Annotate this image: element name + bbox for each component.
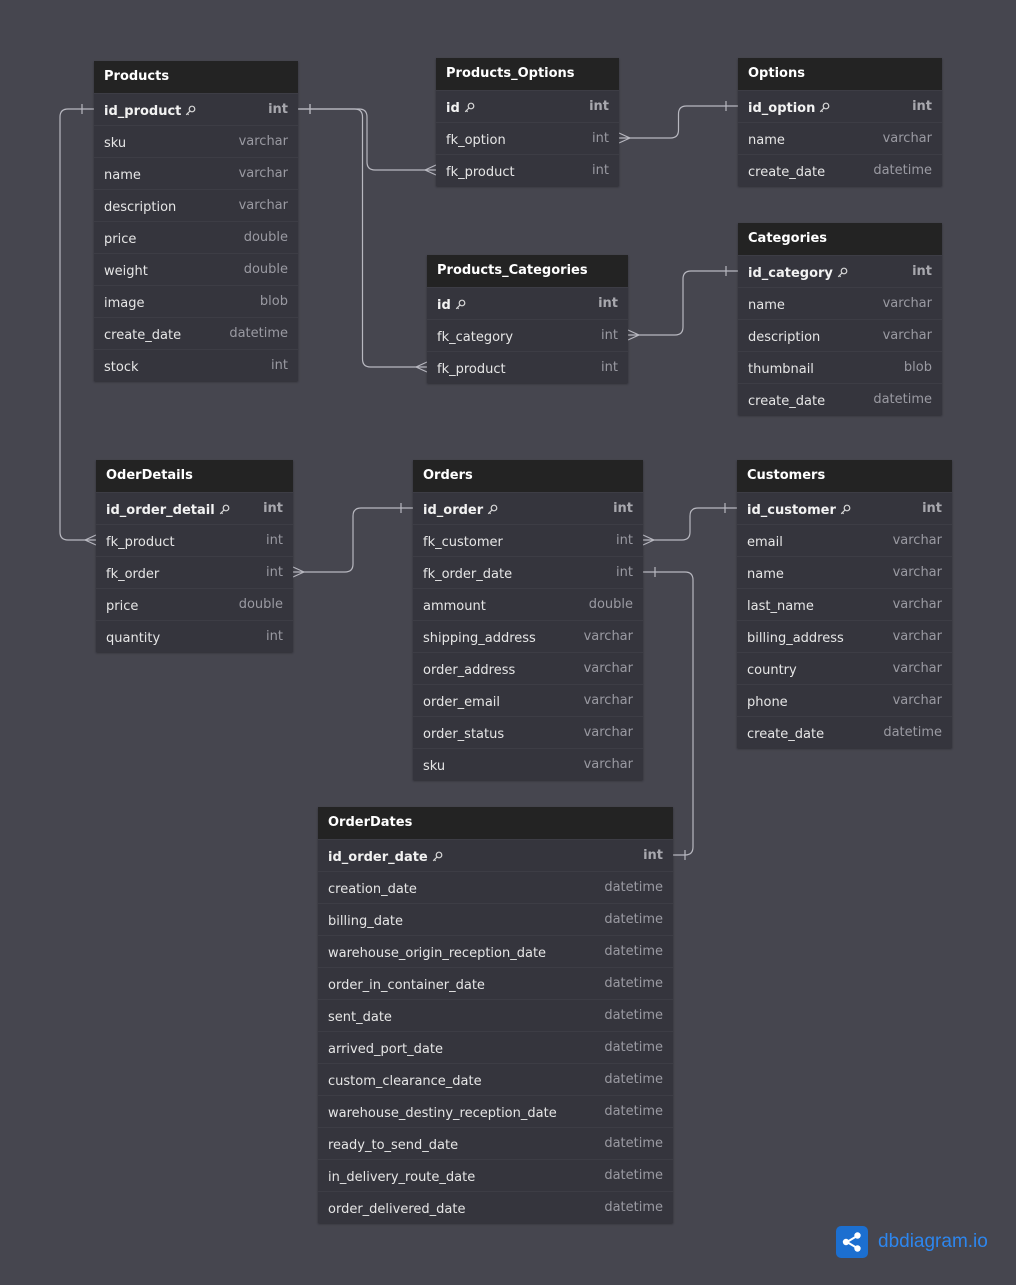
field-row[interactable] xyxy=(737,556,952,588)
field-name-cell xyxy=(423,557,512,588)
field-name-cell xyxy=(748,352,814,383)
field-type: varchar xyxy=(882,296,932,311)
table-products-options[interactable] xyxy=(436,58,619,186)
primary-key-field[interactable] xyxy=(737,492,952,524)
field-row[interactable] xyxy=(413,716,643,748)
field-type: int xyxy=(601,360,618,375)
key-icon xyxy=(451,294,466,313)
field-name: warehouse_destiny_reception_date xyxy=(328,1106,557,1121)
field-name-cell xyxy=(423,717,504,748)
field-row[interactable] xyxy=(318,903,673,935)
field-name-cell xyxy=(328,1000,392,1031)
field-type: int xyxy=(613,501,633,516)
table-products-categories[interactable] xyxy=(427,255,628,383)
field-name-cell xyxy=(328,1064,482,1095)
table-orderdates[interactable] xyxy=(318,807,673,1223)
field-row[interactable] xyxy=(427,351,628,383)
field-row[interactable] xyxy=(318,935,673,967)
field-row[interactable] xyxy=(738,319,942,351)
field-row[interactable] xyxy=(96,524,293,556)
field-type: datetime xyxy=(873,163,932,178)
table-customers[interactable] xyxy=(737,460,952,748)
field-name: name xyxy=(748,133,785,148)
field-row[interactable] xyxy=(738,287,942,319)
field-name-cell xyxy=(748,155,825,186)
field-type: varchar xyxy=(882,328,932,343)
field-row[interactable] xyxy=(413,620,643,652)
table-options[interactable] xyxy=(738,58,942,186)
field-type: int xyxy=(643,848,663,863)
field-name-cell xyxy=(106,557,159,588)
field-name-cell xyxy=(437,320,513,351)
field-type: int xyxy=(912,264,932,279)
field-name: stock xyxy=(104,360,139,375)
field-type: double xyxy=(243,262,288,277)
field-row[interactable] xyxy=(94,253,298,285)
field-name-cell xyxy=(328,1192,465,1223)
field-type: varchar xyxy=(892,693,942,708)
key-icon xyxy=(215,499,230,518)
key-icon xyxy=(428,846,443,865)
field-type: datetime xyxy=(883,725,942,740)
field-type: int xyxy=(266,629,283,644)
field-name-cell xyxy=(748,256,848,287)
field-name-cell xyxy=(104,158,141,189)
field-type: int xyxy=(616,565,633,580)
field-row[interactable] xyxy=(737,716,952,748)
field-type: varchar xyxy=(892,597,942,612)
field-row[interactable] xyxy=(738,122,942,154)
field-name-cell xyxy=(423,653,515,684)
field-name: sku xyxy=(104,136,127,151)
field-row[interactable] xyxy=(436,122,619,154)
field-type: varchar xyxy=(238,134,288,149)
field-row[interactable] xyxy=(318,1031,673,1063)
field-name: name xyxy=(748,298,785,313)
field-name-cell xyxy=(328,1096,557,1127)
field-row[interactable] xyxy=(737,524,952,556)
field-row[interactable] xyxy=(318,1095,673,1127)
field-name: id_product xyxy=(104,104,182,119)
field-name-cell xyxy=(423,589,486,620)
table-orders[interactable] xyxy=(413,460,643,780)
field-row[interactable] xyxy=(94,285,298,317)
field-type: varchar xyxy=(583,661,633,676)
field-type: datetime xyxy=(604,976,663,991)
field-type: int xyxy=(922,501,942,516)
relationship-connector[interactable] xyxy=(60,104,96,545)
field-name: id_order xyxy=(423,503,484,518)
field-row[interactable] xyxy=(94,189,298,221)
field-name: fk_customer xyxy=(423,535,503,550)
relationship-connector[interactable] xyxy=(298,104,436,175)
primary-key-field[interactable] xyxy=(318,839,673,871)
field-row[interactable] xyxy=(737,588,952,620)
table-title[interactable]: Products_Categories xyxy=(427,255,628,287)
field-name-cell xyxy=(106,493,230,524)
field-name-cell xyxy=(748,91,830,122)
field-name-cell xyxy=(423,525,503,556)
field-row[interactable] xyxy=(738,383,942,415)
field-name-cell xyxy=(423,749,445,780)
field-name: billing_date xyxy=(328,914,404,929)
primary-key-field[interactable] xyxy=(427,287,628,319)
field-row[interactable] xyxy=(318,1127,673,1159)
field-row[interactable] xyxy=(94,317,298,349)
field-name: weight xyxy=(104,264,148,279)
field-row[interactable] xyxy=(318,871,673,903)
field-name: fk_order xyxy=(106,567,160,582)
dbdiagram-branding[interactable] xyxy=(836,1226,988,1258)
field-row[interactable] xyxy=(738,154,942,186)
primary-key-field[interactable] xyxy=(96,492,293,524)
field-name: id_order_date xyxy=(328,850,428,865)
field-name-cell xyxy=(748,384,825,415)
field-type: datetime xyxy=(604,912,663,927)
field-row[interactable] xyxy=(94,349,298,381)
table-title[interactable]: Products xyxy=(94,61,298,93)
field-type: datetime xyxy=(873,392,932,407)
key-icon xyxy=(815,97,830,116)
field-name-cell xyxy=(437,352,506,383)
key-icon xyxy=(483,499,498,518)
relationship-connector[interactable] xyxy=(619,101,738,143)
field-type: int xyxy=(601,328,618,343)
field-name-cell xyxy=(104,126,126,157)
field-row[interactable] xyxy=(318,1159,673,1191)
field-name-cell xyxy=(328,1128,458,1159)
field-type: int xyxy=(266,565,283,580)
field-name-cell xyxy=(104,222,136,253)
field-name-cell xyxy=(328,1160,475,1191)
field-type: int xyxy=(263,501,283,516)
field-row[interactable] xyxy=(413,524,643,556)
field-type: varchar xyxy=(892,629,942,644)
field-row[interactable] xyxy=(318,999,673,1031)
field-name-cell xyxy=(446,155,515,186)
field-name: order_email xyxy=(423,695,501,710)
key-icon xyxy=(460,97,475,116)
field-name-cell xyxy=(104,350,139,381)
field-name-cell xyxy=(423,493,498,524)
field-type: datetime xyxy=(604,1136,663,1151)
field-name: order_status xyxy=(423,727,505,742)
field-name: quantity xyxy=(106,631,161,646)
table-title[interactable]: Options xyxy=(738,58,942,90)
table-products[interactable] xyxy=(94,61,298,381)
field-name: price xyxy=(104,232,137,247)
field-name: order_in_container_date xyxy=(328,978,485,993)
field-type: blob xyxy=(259,294,288,309)
field-row[interactable] xyxy=(737,652,952,684)
field-type: int xyxy=(912,99,932,114)
field-type: datetime xyxy=(229,326,288,341)
field-row[interactable] xyxy=(436,154,619,186)
field-name-cell xyxy=(748,123,785,154)
field-type: varchar xyxy=(238,166,288,181)
field-type: int xyxy=(592,163,609,178)
field-name: in_delivery_route_date xyxy=(328,1170,476,1185)
field-name-cell xyxy=(104,190,176,221)
field-type: varchar xyxy=(892,565,942,580)
field-row[interactable] xyxy=(94,125,298,157)
field-row[interactable] xyxy=(737,620,952,652)
field-name: fk_product xyxy=(437,362,506,377)
field-name: sent_date xyxy=(328,1010,392,1025)
field-type: varchar xyxy=(583,725,633,740)
field-row[interactable] xyxy=(96,588,293,620)
primary-key-field[interactable] xyxy=(413,492,643,524)
field-name-cell xyxy=(446,91,475,122)
field-type: varchar xyxy=(583,757,633,772)
field-name: creation_date xyxy=(328,882,417,897)
table-title[interactable]: Orders xyxy=(413,460,643,492)
field-type: datetime xyxy=(604,1072,663,1087)
key-icon xyxy=(181,100,196,119)
field-type: blob xyxy=(903,360,932,375)
field-name: name xyxy=(747,567,784,582)
field-name-cell xyxy=(328,968,485,999)
field-row[interactable] xyxy=(427,319,628,351)
field-row[interactable] xyxy=(94,221,298,253)
field-name: order_address xyxy=(423,663,516,678)
field-row[interactable] xyxy=(94,157,298,189)
field-name-cell xyxy=(747,589,814,620)
field-name: ammount xyxy=(423,599,486,614)
field-name: price xyxy=(106,599,139,614)
relationship-connector[interactable] xyxy=(628,266,738,340)
field-name: arrived_port_date xyxy=(328,1042,443,1057)
field-name-cell xyxy=(747,685,788,716)
field-name-cell xyxy=(104,286,145,317)
field-name: country xyxy=(747,663,797,678)
field-row[interactable] xyxy=(413,556,643,588)
field-name: custom_clearance_date xyxy=(328,1074,482,1089)
field-name-cell xyxy=(104,254,148,285)
field-name: fk_option xyxy=(446,133,506,148)
field-name-cell xyxy=(328,904,403,935)
field-name-cell xyxy=(748,288,785,319)
field-name-cell xyxy=(104,318,181,349)
field-type: double xyxy=(243,230,288,245)
field-row[interactable] xyxy=(96,620,293,652)
field-name: warehouse_origin_reception_date xyxy=(328,946,547,961)
field-type: datetime xyxy=(604,1104,663,1119)
table-title[interactable]: OderDetails xyxy=(96,460,293,492)
key-icon xyxy=(836,499,851,518)
primary-key-field[interactable] xyxy=(94,93,298,125)
field-name: order_delivered_date xyxy=(328,1202,466,1217)
table-categories[interactable] xyxy=(738,223,942,415)
field-name-cell xyxy=(328,840,443,871)
field-row[interactable] xyxy=(413,588,643,620)
field-name: create_date xyxy=(748,394,826,409)
field-name-cell xyxy=(423,621,536,652)
field-type: varchar xyxy=(238,198,288,213)
field-row[interactable] xyxy=(318,967,673,999)
field-name: fk_product xyxy=(106,535,175,550)
field-row[interactable] xyxy=(318,1191,673,1223)
field-name-cell xyxy=(446,123,506,154)
key-icon xyxy=(833,262,848,281)
field-type: varchar xyxy=(583,693,633,708)
field-name-cell xyxy=(747,557,784,588)
field-type: varchar xyxy=(882,131,932,146)
primary-key-field[interactable] xyxy=(738,255,942,287)
field-type: datetime xyxy=(604,1200,663,1215)
field-name: fk_product xyxy=(446,165,515,180)
field-row[interactable] xyxy=(413,684,643,716)
field-name-cell xyxy=(106,621,160,652)
field-type: datetime xyxy=(604,944,663,959)
field-type: datetime xyxy=(604,1168,663,1183)
field-name: id_option xyxy=(748,101,816,116)
field-name: id_category xyxy=(748,266,833,281)
table-title[interactable]: Customers xyxy=(737,460,952,492)
field-name: image xyxy=(104,296,145,311)
field-name-cell xyxy=(748,320,820,351)
field-name-cell xyxy=(328,872,417,903)
field-name: last_name xyxy=(747,599,814,614)
field-type: datetime xyxy=(604,1008,663,1023)
field-row[interactable] xyxy=(413,748,643,780)
field-name: create_date xyxy=(748,165,826,180)
field-type: int xyxy=(589,99,609,114)
field-name: phone xyxy=(747,695,788,710)
field-name-cell xyxy=(437,288,466,319)
field-type: int xyxy=(598,296,618,311)
primary-key-field[interactable] xyxy=(738,90,942,122)
field-type: datetime xyxy=(604,880,663,895)
table-title[interactable]: Products_Options xyxy=(436,58,619,90)
field-name: create_date xyxy=(747,727,825,742)
field-name-cell xyxy=(747,653,797,684)
field-name-cell xyxy=(747,493,851,524)
table-oderdetails[interactable] xyxy=(96,460,293,652)
primary-key-field[interactable] xyxy=(436,90,619,122)
table-title[interactable]: Categories xyxy=(738,223,942,255)
field-name: email xyxy=(747,535,783,550)
field-name-cell xyxy=(104,94,196,125)
field-type: int xyxy=(266,533,283,548)
field-name: fk_order_date xyxy=(423,567,513,582)
relationship-connector[interactable] xyxy=(643,503,737,545)
field-row[interactable] xyxy=(737,684,952,716)
field-name: description xyxy=(748,330,821,345)
field-type: varchar xyxy=(892,661,942,676)
field-name: name xyxy=(104,168,141,183)
share-nodes-icon xyxy=(836,1226,868,1258)
field-name-cell xyxy=(423,685,500,716)
field-type: int xyxy=(616,533,633,548)
field-row[interactable] xyxy=(318,1063,673,1095)
field-row[interactable] xyxy=(413,652,643,684)
brand-name: dbdiagram.io xyxy=(878,1231,988,1252)
field-name: shipping_address xyxy=(423,631,536,646)
field-name: ready_to_send_date xyxy=(328,1138,459,1153)
table-title[interactable]: OrderDates xyxy=(318,807,673,839)
field-name: thumbnail xyxy=(748,362,814,377)
relationship-connector[interactable] xyxy=(293,503,413,577)
field-type: int xyxy=(271,358,288,373)
field-row[interactable] xyxy=(738,351,942,383)
field-type: double xyxy=(238,597,283,612)
relationship-connector[interactable] xyxy=(298,104,427,372)
field-type: datetime xyxy=(604,1040,663,1055)
field-type: varchar xyxy=(583,629,633,644)
field-name: id xyxy=(437,298,451,313)
field-name: id_customer xyxy=(747,503,836,518)
field-name: description xyxy=(104,200,177,215)
field-name-cell xyxy=(747,525,783,556)
field-name: create_date xyxy=(104,328,182,343)
field-name: id xyxy=(446,101,460,116)
field-name-cell xyxy=(106,589,138,620)
field-name-cell xyxy=(328,936,546,967)
field-name: sku xyxy=(423,759,446,774)
field-name-cell xyxy=(747,717,824,748)
field-row[interactable] xyxy=(96,556,293,588)
field-name: id_order_detail xyxy=(106,503,215,518)
field-name-cell xyxy=(328,1032,443,1063)
field-name: fk_category xyxy=(437,330,514,345)
field-type: int xyxy=(592,131,609,146)
field-name-cell xyxy=(106,525,175,556)
field-type: double xyxy=(588,597,633,612)
field-type: int xyxy=(268,102,288,117)
field-type: varchar xyxy=(892,533,942,548)
field-name-cell xyxy=(747,621,844,652)
field-name: billing_address xyxy=(747,631,844,646)
